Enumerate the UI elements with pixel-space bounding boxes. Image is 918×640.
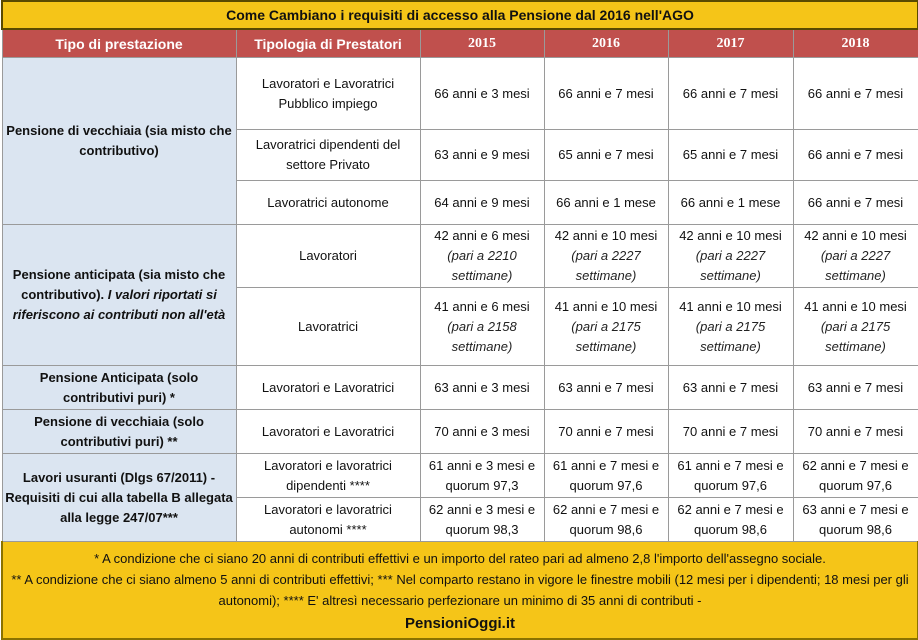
table-row bbox=[2, 225, 918, 288]
prestatori-cell: Lavoratori e Lavoratrici bbox=[236, 366, 420, 410]
header-row bbox=[2, 29, 918, 58]
prestatori-cell: Lavoratrici dipendenti del settore Privato bbox=[236, 130, 420, 181]
value-2018: 62 anni e 7 mesi e quorum 97,6 bbox=[793, 454, 918, 498]
value-2017: 63 anni e 7 mesi bbox=[668, 366, 793, 410]
value-2015: 70 anni e 3 mesi bbox=[420, 410, 544, 454]
value-2018: 66 anni e 7 mesi bbox=[793, 181, 918, 225]
value-2015: 66 anni e 3 mesi bbox=[420, 58, 544, 130]
group-anticipata-note: I valori riportati si riferiscono ai contributi non all'età bbox=[12, 287, 226, 322]
header-2015: 2015 bbox=[420, 29, 544, 58]
header-2016: 2016 bbox=[544, 29, 668, 58]
header-2018: 2018 bbox=[793, 29, 918, 58]
prestatori-cell: Lavoratori e lavoratrici dipendenti **** bbox=[236, 454, 420, 498]
group-vecchiaia-puri: Pensione di vecchiaia (solo contributivi puri) ** bbox=[2, 410, 236, 454]
value-2017: 61 anni e 7 mesi e quorum 97,6 bbox=[668, 454, 793, 498]
value-2018: 63 anni e 7 mesi bbox=[793, 366, 918, 410]
prestatori-cell: Lavoratori e Lavoratrici Pubblico impiego bbox=[236, 58, 420, 130]
value-2016: 70 anni e 7 mesi bbox=[544, 410, 668, 454]
value-2017: 62 anni e 7 mesi e quorum 98,6 bbox=[668, 498, 793, 542]
value-2017: 66 anni e 7 mesi bbox=[668, 58, 793, 130]
value-2018: 41 anni e 10 mesi (pari a 2175 settimane) bbox=[793, 288, 918, 366]
value-2016: 61 anni e 7 mesi e quorum 97,6 bbox=[544, 454, 668, 498]
header-tipo-prestazione: Tipo di prestazione bbox=[2, 29, 236, 58]
prestatori-cell: Lavoratori bbox=[236, 225, 420, 288]
value-2015: 61 anni e 3 mesi e quorum 97,3 bbox=[420, 454, 544, 498]
header-2017: 2017 bbox=[668, 29, 793, 58]
value-2016: 63 anni e 7 mesi bbox=[544, 366, 668, 410]
prestatori-cell: Lavoratrici autonome bbox=[236, 181, 420, 225]
value-2015: 62 anni e 3 mesi e quorum 98,3 bbox=[420, 498, 544, 542]
value-2016: 41 anni e 10 mesi (pari a 2175 settimane) bbox=[544, 288, 668, 366]
table-title: Come Cambiano i requisiti di accesso alla Pensione dal 2016 nell'AGO bbox=[2, 1, 918, 29]
value-2015: 64 anni e 9 mesi bbox=[420, 181, 544, 225]
pension-requirements-table bbox=[1, 0, 918, 640]
value-2015: 63 anni e 9 mesi bbox=[420, 130, 544, 181]
value-2016: 66 anni e 7 mesi bbox=[544, 58, 668, 130]
pension-table-container bbox=[1, 0, 917, 640]
value-2017: 41 anni e 10 mesi (pari a 2175 settimane) bbox=[668, 288, 793, 366]
value-2015: 63 anni e 3 mesi bbox=[420, 366, 544, 410]
value-2016: 42 anni e 10 mesi (pari a 2227 settimane) bbox=[544, 225, 668, 288]
footer-note-1: * A condizione che ci siano 20 anni di contributi effettivi e un importo del rateo pari ad almeno 2,8 l'importo dell'assegno sociale. bbox=[94, 551, 826, 566]
table-row bbox=[2, 366, 918, 410]
value-2017: 66 anni e 1 mese bbox=[668, 181, 793, 225]
footer-note-2: ** A condizione che ci siano almeno 5 anni di contributi effettivi; *** Nel comparto restano in vigore le finestre mobili (12 mesi per i dipendenti; 18 mesi per gli autonomi); **** E' altresì necessario perfezionare un minimo di 35 anni di contributi - bbox=[11, 572, 909, 608]
group-anticipata bbox=[2, 225, 236, 366]
value-2017: 70 anni e 7 mesi bbox=[668, 410, 793, 454]
value-2017: 42 anni e 10 mesi (pari a 2227 settimane) bbox=[668, 225, 793, 288]
group-anticipata-label: Pensione anticipata (sia misto che contributivo). bbox=[12, 267, 226, 302]
value-2016: 65 anni e 7 mesi bbox=[544, 130, 668, 181]
group-vecchiaia: Pensione di vecchiaia (sia misto che contributivo) bbox=[2, 58, 236, 225]
table-row bbox=[2, 454, 918, 498]
value-2018: 42 anni e 10 mesi (pari a 2227 settimane) bbox=[793, 225, 918, 288]
header-tipologia-prestatori: Tipologia di Prestatori bbox=[236, 29, 420, 58]
table-row bbox=[2, 410, 918, 454]
value-2018: 66 anni e 7 mesi bbox=[793, 130, 918, 181]
table-row bbox=[2, 58, 918, 130]
value-2017: 65 anni e 7 mesi bbox=[668, 130, 793, 181]
footer-notes bbox=[2, 542, 918, 640]
brand-label: PensioniOggi.it bbox=[405, 615, 516, 632]
prestatori-cell: Lavoratori e Lavoratrici bbox=[236, 410, 420, 454]
value-2015: 42 anni e 6 mesi (pari a 2210 settimane) bbox=[420, 225, 544, 288]
group-anticipata-puri: Pensione Anticipata (solo contributivi puri) * bbox=[2, 366, 236, 410]
value-2018: 66 anni e 7 mesi bbox=[793, 58, 918, 130]
value-2018: 63 anni e 7 mesi e quorum 98,6 bbox=[793, 498, 918, 542]
value-2016: 62 anni e 7 mesi e quorum 98,6 bbox=[544, 498, 668, 542]
value-2016: 66 anni e 1 mese bbox=[544, 181, 668, 225]
value-2018: 70 anni e 7 mesi bbox=[793, 410, 918, 454]
prestatori-cell: Lavoratrici bbox=[236, 288, 420, 366]
footer-row bbox=[2, 542, 918, 640]
group-usuranti: Lavori usuranti (Dlgs 67/2011) - Requisiti di cui alla tabella B allegata alla legge 247/07*** bbox=[2, 454, 236, 542]
value-2015: 41 anni e 6 mesi (pari a 2158 settimane) bbox=[420, 288, 544, 366]
prestatori-cell: Lavoratori e lavoratrici autonomi **** bbox=[236, 498, 420, 542]
